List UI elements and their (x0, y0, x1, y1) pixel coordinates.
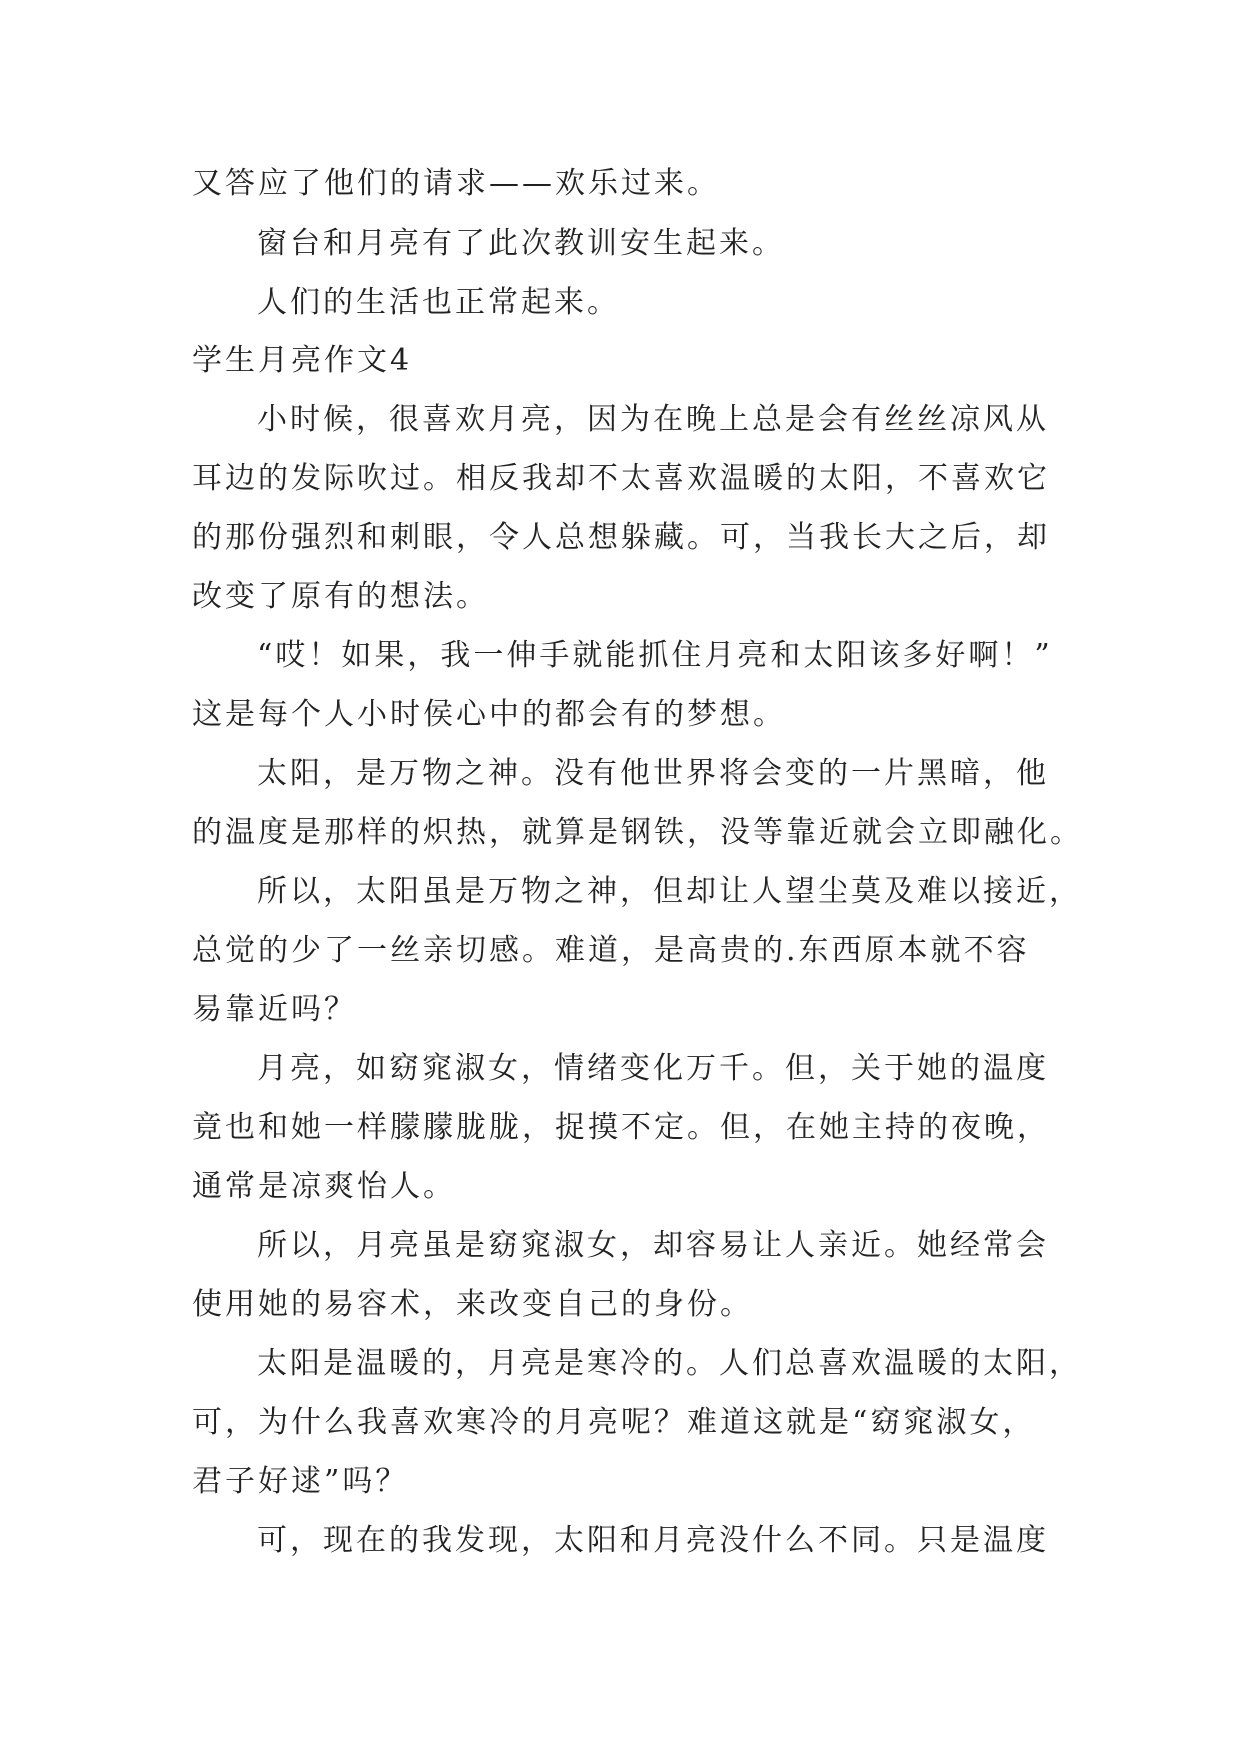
text-line: 窗台和月亮有了此次教训安生起来。 (257, 226, 785, 261)
text-line: 可，为什么我喜欢寒冷的月亮呢？难道这就是“窈窕淑女， (192, 1405, 1036, 1440)
text-line: “哎！如果，我一伸手就能抓住月亮和太阳该多好啊！” (257, 638, 1053, 673)
text-line: 太阳是温暖的，月亮是寒冷的。人们总喜欢温暖的太阳， (257, 1346, 1082, 1381)
text-line: 总觉的少了一丝亲切感。难道，是高贵的.东西原本就不容 (192, 933, 1030, 968)
text-line: 小时候，很喜欢月亮，因为在晚上总是会有丝丝凉风从 (257, 402, 1049, 437)
text-line: 竟也和她一样朦朦胧胧，捉摸不定。但，在她主持的夜晚， (192, 1110, 1050, 1145)
text-line: 使用她的易容术，来改变自己的身份。 (192, 1287, 753, 1322)
section-heading: 学生月亮作文4 (192, 343, 413, 378)
text-line: 易靠近吗？ (192, 992, 357, 1027)
text-line: 太阳，是万物之神。没有他世界将会变的一片黑暗，他 (257, 756, 1049, 791)
text-line: 改变了原有的想法。 (192, 579, 489, 614)
text-line: 耳边的发际吹过。相反我却不太喜欢温暖的太阳，不喜欢它 (192, 461, 1050, 496)
text-line: 的温度是那样的炽热，就算是钢铁，没等靠近就会立即融化。 (192, 815, 1083, 850)
text-line: 这是每个人小时侯心中的都会有的梦想。 (192, 697, 786, 732)
text-line: 人们的生活也正常起来。 (257, 285, 620, 320)
text-line: 可，现在的我发现，太阳和月亮没什么不同。只是温度 (257, 1523, 1049, 1558)
text-line: 通常是凉爽怡人。 (192, 1169, 456, 1204)
text-line: 君子好逑”吗？ (192, 1464, 409, 1499)
text-line: 又答应了他们的请求——欢乐过来。 (192, 166, 720, 201)
text-line: 所以，太阳虽是万物之神，但却让人望尘莫及难以接近， (257, 874, 1082, 909)
text-line: 所以，月亮虽是窈窕淑女，却容易让人亲近。她经常会 (257, 1228, 1049, 1263)
text-line: 月亮，如窈窕淑女，情绪变化万千。但，关于她的温度 (257, 1051, 1049, 1086)
text-line: 的那份强烈和刺眼，令人总想躲藏。可，当我长大之后，却 (192, 520, 1050, 555)
